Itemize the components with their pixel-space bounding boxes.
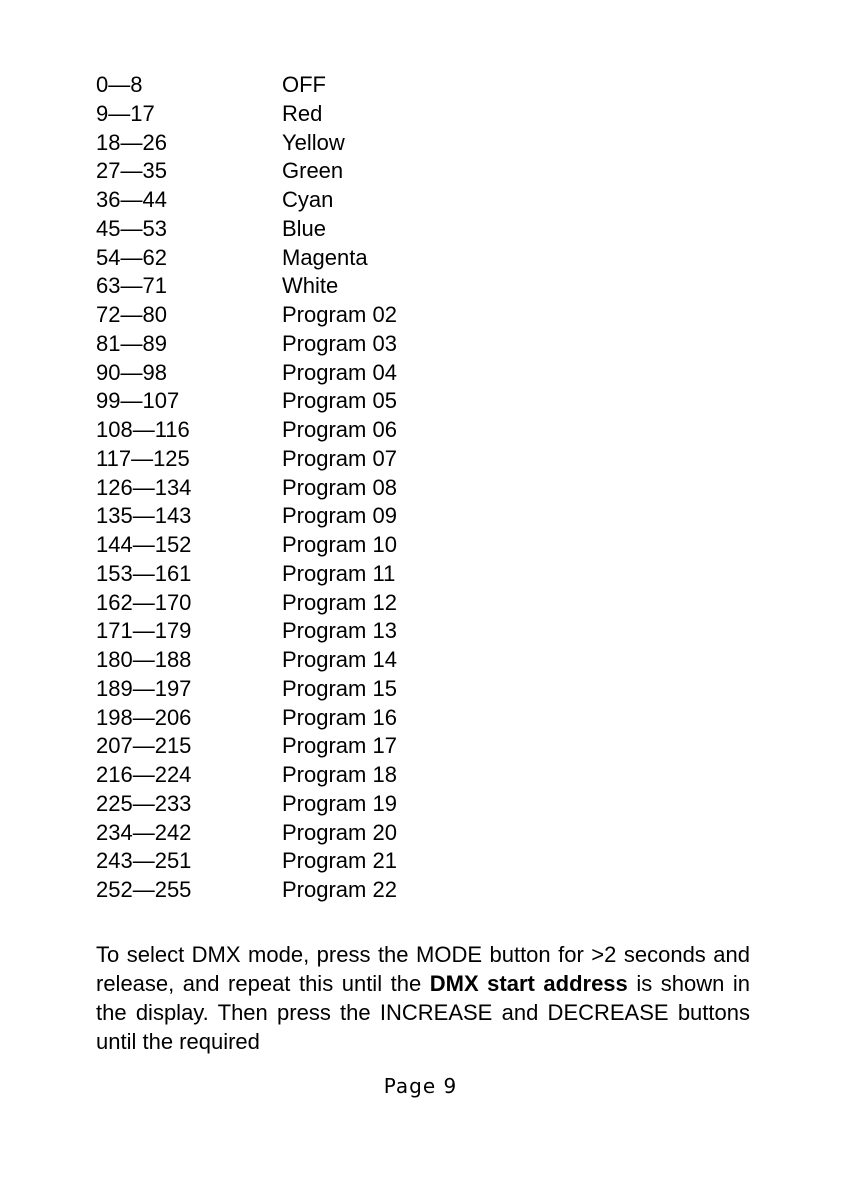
dmx-table-row [96, 71, 496, 100]
dmx-value-range: 117—125 [96, 445, 190, 471]
dmx-function-label: Program 11 [282, 560, 396, 586]
dmx-function-label: Yellow [282, 129, 345, 155]
dmx-value-range: 180—188 [96, 647, 192, 672]
dmx-table-row [96, 186, 496, 215]
dmx-value-range: 252—255 [96, 877, 192, 902]
dmx-table-row [96, 129, 496, 158]
dmx-function-label: Program 22 [282, 877, 397, 902]
dmx-function-label: Program 18 [282, 762, 397, 787]
dmx-function-label: Program 05 [282, 388, 397, 414]
dmx-value-range: 144—152 [96, 532, 192, 557]
dmx-table-row [96, 301, 496, 330]
instructions-text-part-1: To select DMX mode, press the MODE button for >2 seconds and release, and repeat this until the [96, 942, 750, 996]
dmx-value-range: 207—215 [96, 733, 192, 759]
dmx-value-range: 27—35 [96, 158, 167, 184]
dmx-value-range: 198—206 [96, 704, 192, 730]
dmx-table-row [96, 790, 496, 819]
dmx-value-range: 81—89 [96, 330, 167, 356]
dmx-value-range: 171—179 [96, 618, 192, 644]
dmx-function-label: Program 15 [282, 675, 397, 701]
dmx-table-row [96, 244, 496, 273]
dmx-table-row [96, 560, 496, 589]
page-number: Page 9 [383, 1074, 458, 1098]
dmx-function-label: OFF [282, 72, 326, 97]
dmx-function-label: Program 10 [282, 532, 397, 557]
instructions-text-part-2: is shown in the display. Then press the INCREASE and DECREASE buttons until the required [96, 971, 750, 1054]
dmx-function-label: Red [282, 100, 323, 126]
dmx-function-label: Magenta [282, 244, 368, 270]
dmx-table-row [96, 617, 496, 646]
dmx-function-label: Program 04 [282, 359, 397, 385]
dmx-value-range: 99—107 [96, 388, 180, 414]
dmx-table-row [96, 100, 496, 129]
dmx-function-label: Program 13 [282, 618, 397, 644]
dmx-function-label: Green [282, 158, 344, 184]
dmx-table-row [96, 502, 496, 531]
dmx-function-label: Program 16 [282, 704, 397, 730]
dmx-value-range: 216—224 [96, 762, 192, 787]
dmx-value-range: 162—170 [96, 589, 192, 615]
dmx-value-range: 90—98 [96, 359, 167, 385]
dmx-value-range: 189—197 [96, 675, 192, 701]
dmx-function-label: Program 14 [282, 647, 397, 672]
dmx-table-row [96, 847, 496, 876]
dmx-function-label: Blue [282, 215, 327, 241]
dmx-table-row [96, 416, 496, 445]
dmx-table-row [96, 589, 496, 618]
dmx-function-label: Program 17 [282, 733, 397, 759]
dmx-table-row [96, 359, 496, 388]
dmx-function-label: Program 02 [282, 302, 397, 327]
dmx-function-label: Cyan [282, 187, 334, 212]
dmx-value-range: 225—233 [96, 790, 192, 816]
dmx-value-range: 234—242 [96, 819, 192, 845]
dmx-table-row [96, 819, 496, 848]
dmx-value-range: 45—53 [96, 215, 167, 241]
dmx-table-row [96, 675, 496, 704]
dmx-table-row [96, 876, 496, 905]
dmx-value-table [96, 71, 496, 905]
dmx-function-label: White [282, 273, 339, 299]
dmx-function-label: Program 19 [282, 790, 397, 816]
dmx-value-range: 54—62 [96, 244, 167, 270]
dmx-function-label: Program 03 [282, 330, 397, 356]
dmx-value-range: 0—8 [96, 72, 143, 97]
dmx-table-row [96, 732, 496, 761]
dmx-function-label: Program 12 [282, 589, 397, 615]
dmx-function-label: Program 09 [282, 503, 397, 529]
dmx-table-row [96, 646, 496, 675]
dmx-function-label: Program 08 [282, 474, 397, 500]
dmx-table-row [96, 531, 496, 560]
dmx-table-row [96, 761, 496, 790]
dmx-value-range: 63—71 [96, 273, 167, 299]
dmx-value-range: 9—17 [96, 100, 155, 126]
dmx-table-row [96, 330, 496, 359]
dmx-value-range: 36—44 [96, 187, 167, 212]
dmx-table-row [96, 272, 496, 301]
dmx-mode-instructions [96, 940, 750, 1056]
dmx-start-address-emphasis: DMX start address [429, 971, 628, 996]
dmx-table-row [96, 215, 496, 244]
dmx-function-label: Program 07 [282, 445, 397, 471]
dmx-value-range: 72—80 [96, 302, 167, 327]
dmx-function-label: Program 21 [282, 848, 397, 874]
dmx-function-label: Program 06 [282, 417, 397, 442]
dmx-table-row [96, 445, 496, 474]
dmx-table-row [96, 704, 496, 733]
dmx-value-range: 18—26 [96, 129, 167, 155]
dmx-value-range: 135—143 [96, 503, 192, 529]
dmx-value-range: 108—116 [96, 417, 190, 442]
dmx-table-row [96, 387, 496, 416]
dmx-value-range: 243—251 [96, 848, 192, 874]
dmx-value-range: 126—134 [96, 474, 192, 500]
dmx-value-range: 153—161 [96, 560, 192, 586]
dmx-table-row [96, 157, 496, 186]
dmx-table-row [96, 474, 496, 503]
dmx-function-label: Program 20 [282, 819, 397, 845]
